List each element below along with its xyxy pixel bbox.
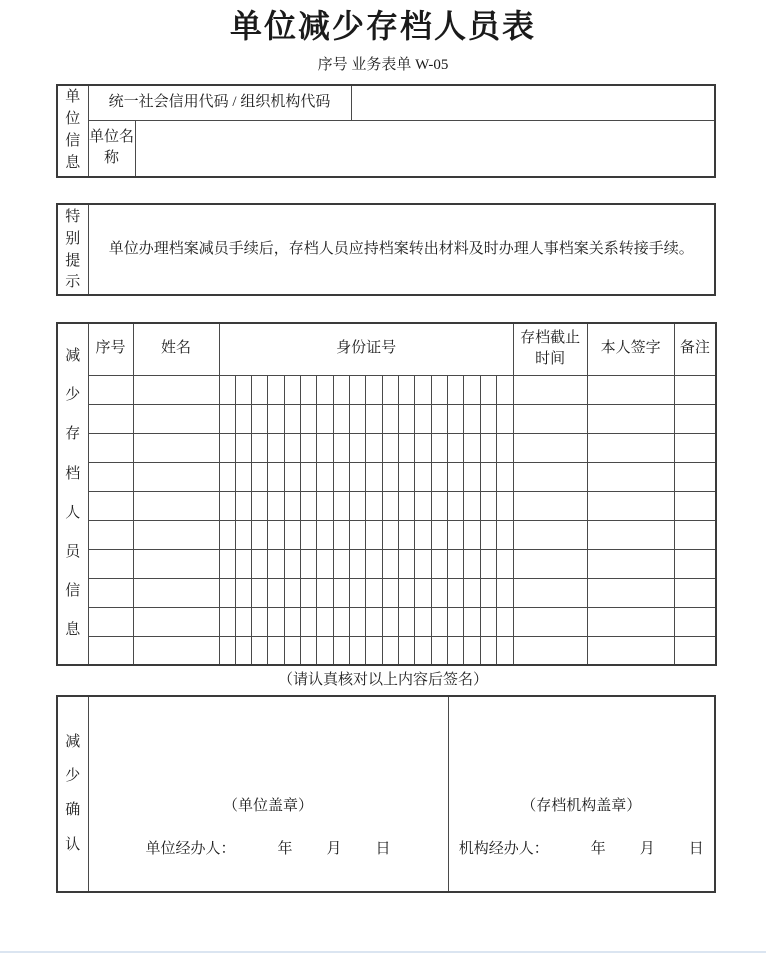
id-digit-cell <box>497 462 514 491</box>
id-digit-cell <box>366 607 382 636</box>
id-digit-cell <box>284 520 300 549</box>
personnel-empty-row <box>57 520 716 549</box>
unit-date-month: 月 <box>326 841 342 857</box>
remark-cell <box>674 375 716 404</box>
unit-stamp-label: （单位盖章） <box>222 798 313 814</box>
name-cell <box>133 578 219 607</box>
id-digit-cell <box>366 462 382 491</box>
unit-info-side-label: 单 位 信 息 <box>65 89 81 171</box>
id-digit-cell <box>448 636 464 665</box>
id-digit-cell <box>252 433 268 462</box>
agency-date-month: 月 <box>639 841 655 857</box>
id-digit-cell <box>284 404 300 433</box>
id-digit-cell <box>219 433 235 462</box>
id-digit-cell <box>333 607 349 636</box>
remark-cell <box>674 549 716 578</box>
id-digit-cell <box>464 520 480 549</box>
id-digit-cell <box>350 520 366 549</box>
id-digit-cell <box>497 433 514 462</box>
id-digit-cell <box>415 491 431 520</box>
id-digit-cell <box>252 578 268 607</box>
name-cell <box>133 433 219 462</box>
remark-cell <box>674 404 716 433</box>
id-digit-cell <box>301 404 317 433</box>
seq-cell <box>88 520 133 549</box>
deadline-cell <box>513 636 587 665</box>
id-digit-cell <box>480 491 496 520</box>
name-cell <box>133 375 219 404</box>
deadline-cell <box>513 462 587 491</box>
id-digit-cell <box>464 578 480 607</box>
id-digit-cell <box>317 433 333 462</box>
id-digit-cell <box>399 636 415 665</box>
unit-info-side-cell <box>57 85 88 177</box>
id-digit-cell <box>219 578 235 607</box>
id-digit-cell <box>464 491 480 520</box>
id-digit-cell <box>382 462 398 491</box>
id-digit-cell <box>268 578 284 607</box>
id-digit-cell <box>301 462 317 491</box>
notice-row <box>57 204 715 295</box>
id-digit-cell <box>219 607 235 636</box>
id-digit-cell <box>235 520 251 549</box>
id-digit-cell <box>268 607 284 636</box>
id-digit-cell <box>235 491 251 520</box>
col-header-seq: 序号 <box>88 323 133 375</box>
remark-cell <box>674 433 716 462</box>
id-digit-cell <box>448 578 464 607</box>
seq-cell <box>88 462 133 491</box>
id-digit-cell <box>252 549 268 578</box>
agency-agent-label: 机构经办人： <box>458 841 549 857</box>
id-digit-cell <box>448 549 464 578</box>
id-digit-cell <box>480 404 496 433</box>
id-digit-cell <box>431 491 447 520</box>
id-digit-cell <box>284 636 300 665</box>
name-cell <box>133 520 219 549</box>
signature-cell <box>587 491 674 520</box>
signature-cell <box>587 520 674 549</box>
deadline-cell <box>513 375 587 404</box>
col-header-deadline: 存档截止时间 <box>513 323 587 375</box>
signature-cell <box>587 607 674 636</box>
confirmation-side-label: 减 少 确 认 <box>65 733 81 853</box>
form-title: 单位减少存档人员表 <box>229 8 536 44</box>
id-digit-cell <box>350 578 366 607</box>
id-digit-cell <box>497 636 514 665</box>
id-digit-cell <box>268 433 284 462</box>
id-digit-cell <box>317 491 333 520</box>
id-digit-cell <box>219 491 235 520</box>
id-digit-cell <box>219 549 235 578</box>
deadline-cell <box>513 491 587 520</box>
id-digit-cell <box>366 433 382 462</box>
remark-cell <box>674 578 716 607</box>
id-digit-cell <box>333 491 349 520</box>
id-digit-cell <box>399 578 415 607</box>
id-digit-cell <box>415 433 431 462</box>
id-digit-cell <box>235 404 251 433</box>
id-digit-cell <box>382 607 398 636</box>
agency-date-day: 日 <box>688 841 704 857</box>
id-digit-cell <box>284 607 300 636</box>
id-digit-cell <box>284 375 300 404</box>
id-digit-cell <box>366 375 382 404</box>
name-cell <box>133 549 219 578</box>
confirmation-table <box>56 695 716 893</box>
deadline-cell <box>513 404 587 433</box>
id-digit-cell <box>350 491 366 520</box>
id-digit-cell <box>382 404 398 433</box>
col-header-name: 姓名 <box>133 323 219 375</box>
id-digit-cell <box>333 578 349 607</box>
col-header-signature: 本人签字 <box>587 323 674 375</box>
id-digit-cell <box>350 636 366 665</box>
id-digit-cell <box>464 607 480 636</box>
id-digit-cell <box>480 520 496 549</box>
deadline-cell <box>513 433 587 462</box>
notice-text: 单位办理档案减员手续后，存档人员应持档案转出材料及时办理人事档案关系转接手续。 <box>88 204 715 295</box>
id-digit-cell <box>301 520 317 549</box>
special-notice-table <box>56 203 716 296</box>
id-digit-cell <box>235 375 251 404</box>
personnel-empty-row <box>57 578 716 607</box>
seq-cell <box>88 636 133 665</box>
id-digit-cell <box>252 462 268 491</box>
id-digit-cell <box>252 491 268 520</box>
id-digit-cell <box>464 375 480 404</box>
personnel-empty-row <box>57 404 716 433</box>
agency-agent-line <box>449 839 715 861</box>
id-digit-cell <box>497 491 514 520</box>
id-digit-cell <box>464 462 480 491</box>
personnel-header-row <box>57 323 716 375</box>
agency-stamp-label: （存档机构盖章） <box>521 798 642 814</box>
id-digit-cell <box>399 549 415 578</box>
id-digit-cell <box>317 578 333 607</box>
id-digit-cell <box>301 607 317 636</box>
id-digit-cell <box>464 404 480 433</box>
seq-cell <box>88 607 133 636</box>
id-digit-cell <box>480 549 496 578</box>
id-digit-cell <box>448 404 464 433</box>
id-digit-cell <box>301 578 317 607</box>
unit-agent-label: 单位经办人： <box>145 841 236 857</box>
id-digit-cell <box>252 520 268 549</box>
id-digit-cell <box>480 636 496 665</box>
personnel-table <box>56 322 717 666</box>
signature-cell <box>587 433 674 462</box>
unit-code-row <box>57 85 715 120</box>
id-digit-cell <box>333 636 349 665</box>
personnel-empty-row <box>57 636 716 665</box>
id-digit-cell <box>464 549 480 578</box>
id-digit-cell <box>415 520 431 549</box>
id-digit-cell <box>252 375 268 404</box>
name-cell <box>133 607 219 636</box>
id-digit-cell <box>252 636 268 665</box>
id-digit-cell <box>268 549 284 578</box>
signature-cell <box>587 404 674 433</box>
id-digit-cell <box>268 462 284 491</box>
id-digit-cell <box>268 375 284 404</box>
unit-date-year: 年 <box>277 841 293 857</box>
id-digit-cell <box>268 491 284 520</box>
personnel-empty-row <box>57 491 716 520</box>
id-digit-cell <box>497 404 514 433</box>
unit-name-label: 单位名称 <box>88 120 135 177</box>
personnel-side-label: 减 少 存 档 人 员 信 息 <box>65 348 81 638</box>
deadline-cell <box>513 578 587 607</box>
unit-name-row <box>57 120 715 177</box>
unit-stamp-cell <box>88 696 448 892</box>
id-digit-cell <box>301 549 317 578</box>
id-digit-cell <box>480 433 496 462</box>
id-digit-cell <box>415 607 431 636</box>
id-digit-cell <box>431 549 447 578</box>
id-digit-cell <box>382 578 398 607</box>
signature-cell <box>587 375 674 404</box>
personnel-empty-row <box>57 549 716 578</box>
id-digit-cell <box>301 375 317 404</box>
personnel-side-cell <box>57 323 88 665</box>
id-digit-cell <box>350 549 366 578</box>
id-digit-cell <box>219 462 235 491</box>
id-digit-cell <box>333 549 349 578</box>
id-digit-cell <box>301 636 317 665</box>
id-digit-cell <box>268 636 284 665</box>
id-digit-cell <box>350 433 366 462</box>
id-digit-cell <box>431 404 447 433</box>
id-digit-cell <box>382 549 398 578</box>
personnel-empty-row <box>57 607 716 636</box>
id-digit-cell <box>415 462 431 491</box>
id-digit-cell <box>399 520 415 549</box>
id-digit-cell <box>219 636 235 665</box>
personnel-empty-row <box>57 375 716 404</box>
seq-cell <box>88 433 133 462</box>
id-digit-cell <box>448 607 464 636</box>
notice-side-label: 特 别 提 示 <box>65 209 81 291</box>
id-digit-cell <box>268 520 284 549</box>
id-digit-cell <box>448 520 464 549</box>
sign-note: （请认真核对以上内容后签名） <box>277 672 488 688</box>
id-digit-cell <box>415 636 431 665</box>
id-digit-cell <box>317 404 333 433</box>
id-digit-cell <box>382 491 398 520</box>
id-digit-cell <box>448 433 464 462</box>
id-digit-cell <box>333 462 349 491</box>
remark-cell <box>674 636 716 665</box>
id-digit-cell <box>431 520 447 549</box>
id-digit-cell <box>431 462 447 491</box>
id-digit-cell <box>284 433 300 462</box>
agency-stamp-cell <box>448 696 715 892</box>
seq-cell <box>88 404 133 433</box>
id-digit-cell <box>350 375 366 404</box>
deadline-cell <box>513 520 587 549</box>
id-digit-cell <box>431 607 447 636</box>
id-digit-cell <box>497 520 514 549</box>
id-digit-cell <box>480 607 496 636</box>
credit-code-value-cell <box>351 85 715 120</box>
id-digit-cell <box>464 433 480 462</box>
id-digit-cell <box>415 549 431 578</box>
name-cell <box>133 462 219 491</box>
seq-cell <box>88 375 133 404</box>
id-digit-cell <box>235 549 251 578</box>
id-digit-cell <box>301 433 317 462</box>
id-digit-cell <box>219 375 235 404</box>
id-digit-cell <box>235 607 251 636</box>
id-digit-cell <box>448 462 464 491</box>
id-digit-cell <box>497 549 514 578</box>
unit-info-table <box>56 84 716 178</box>
id-digit-cell <box>317 375 333 404</box>
id-digit-cell <box>431 578 447 607</box>
unit-name-value-cell <box>135 120 715 177</box>
notice-side-cell <box>57 204 88 295</box>
page-bottom-rule <box>0 951 766 953</box>
seq-cell <box>88 491 133 520</box>
id-digit-cell <box>235 636 251 665</box>
deadline-cell <box>513 607 587 636</box>
id-digit-cell <box>317 636 333 665</box>
seq-cell <box>88 578 133 607</box>
id-digit-cell <box>317 549 333 578</box>
confirmation-row <box>57 696 715 892</box>
id-digit-cell <box>415 578 431 607</box>
id-digit-cell <box>366 491 382 520</box>
confirmation-side-cell <box>57 696 88 892</box>
signature-cell <box>587 578 674 607</box>
seq-cell <box>88 549 133 578</box>
id-digit-cell <box>448 491 464 520</box>
id-digit-cell <box>399 404 415 433</box>
id-digit-cell <box>366 549 382 578</box>
id-digit-cell <box>350 404 366 433</box>
credit-code-label: 统一社会信用代码 / 组织机构代码 <box>88 85 351 120</box>
remark-cell <box>674 520 716 549</box>
id-digit-cell <box>382 433 398 462</box>
id-digit-cell <box>497 375 514 404</box>
id-digit-cell <box>317 520 333 549</box>
signature-cell <box>587 636 674 665</box>
signature-cell <box>587 549 674 578</box>
signature-cell <box>587 462 674 491</box>
id-digit-cell <box>235 578 251 607</box>
id-digit-cell <box>431 375 447 404</box>
id-digit-cell <box>333 404 349 433</box>
id-digit-cell <box>366 404 382 433</box>
id-digit-cell <box>284 578 300 607</box>
id-digit-cell <box>301 491 317 520</box>
id-digit-cell <box>284 549 300 578</box>
id-digit-cell <box>219 520 235 549</box>
id-digit-cell <box>399 433 415 462</box>
id-digit-cell <box>399 462 415 491</box>
id-digit-cell <box>366 520 382 549</box>
id-digit-cell <box>235 462 251 491</box>
col-header-remark: 备注 <box>674 323 716 375</box>
agency-date-year: 年 <box>590 841 606 857</box>
id-digit-cell <box>399 607 415 636</box>
id-digit-cell <box>235 433 251 462</box>
form-subtitle: 序号 业务表单 W-05 <box>317 57 449 73</box>
id-digit-cell <box>399 375 415 404</box>
name-cell <box>133 636 219 665</box>
unit-date-day: 日 <box>375 841 391 857</box>
id-digit-cell <box>350 607 366 636</box>
name-cell <box>133 491 219 520</box>
id-digit-cell <box>480 578 496 607</box>
id-digit-cell <box>480 375 496 404</box>
id-digit-cell <box>219 404 235 433</box>
id-digit-cell <box>431 433 447 462</box>
id-digit-cell <box>497 578 514 607</box>
remark-cell <box>674 607 716 636</box>
id-digit-cell <box>366 636 382 665</box>
id-digit-cell <box>333 375 349 404</box>
id-digit-cell <box>382 636 398 665</box>
id-digit-cell <box>448 375 464 404</box>
remark-cell <box>674 462 716 491</box>
id-digit-cell <box>415 375 431 404</box>
id-digit-cell <box>382 520 398 549</box>
id-digit-cell <box>399 491 415 520</box>
id-digit-cell <box>366 578 382 607</box>
id-digit-cell <box>252 607 268 636</box>
id-digit-cell <box>333 433 349 462</box>
id-digit-cell <box>464 636 480 665</box>
id-digit-cell <box>268 404 284 433</box>
id-digit-cell <box>317 607 333 636</box>
personnel-empty-row <box>57 462 716 491</box>
id-digit-cell <box>382 375 398 404</box>
id-digit-cell <box>415 404 431 433</box>
unit-agent-line <box>89 839 448 861</box>
col-header-id-number: 身份证号 <box>219 323 513 375</box>
id-digit-cell <box>431 636 447 665</box>
id-digit-cell <box>252 404 268 433</box>
remark-cell <box>674 491 716 520</box>
id-digit-cell <box>333 520 349 549</box>
id-digit-cell <box>284 462 300 491</box>
id-digit-cell <box>497 607 514 636</box>
deadline-cell <box>513 549 587 578</box>
id-digit-cell <box>284 491 300 520</box>
name-cell <box>133 404 219 433</box>
id-digit-cell <box>317 462 333 491</box>
id-digit-cell <box>480 462 496 491</box>
personnel-empty-row <box>57 433 716 462</box>
id-digit-cell <box>350 462 366 491</box>
